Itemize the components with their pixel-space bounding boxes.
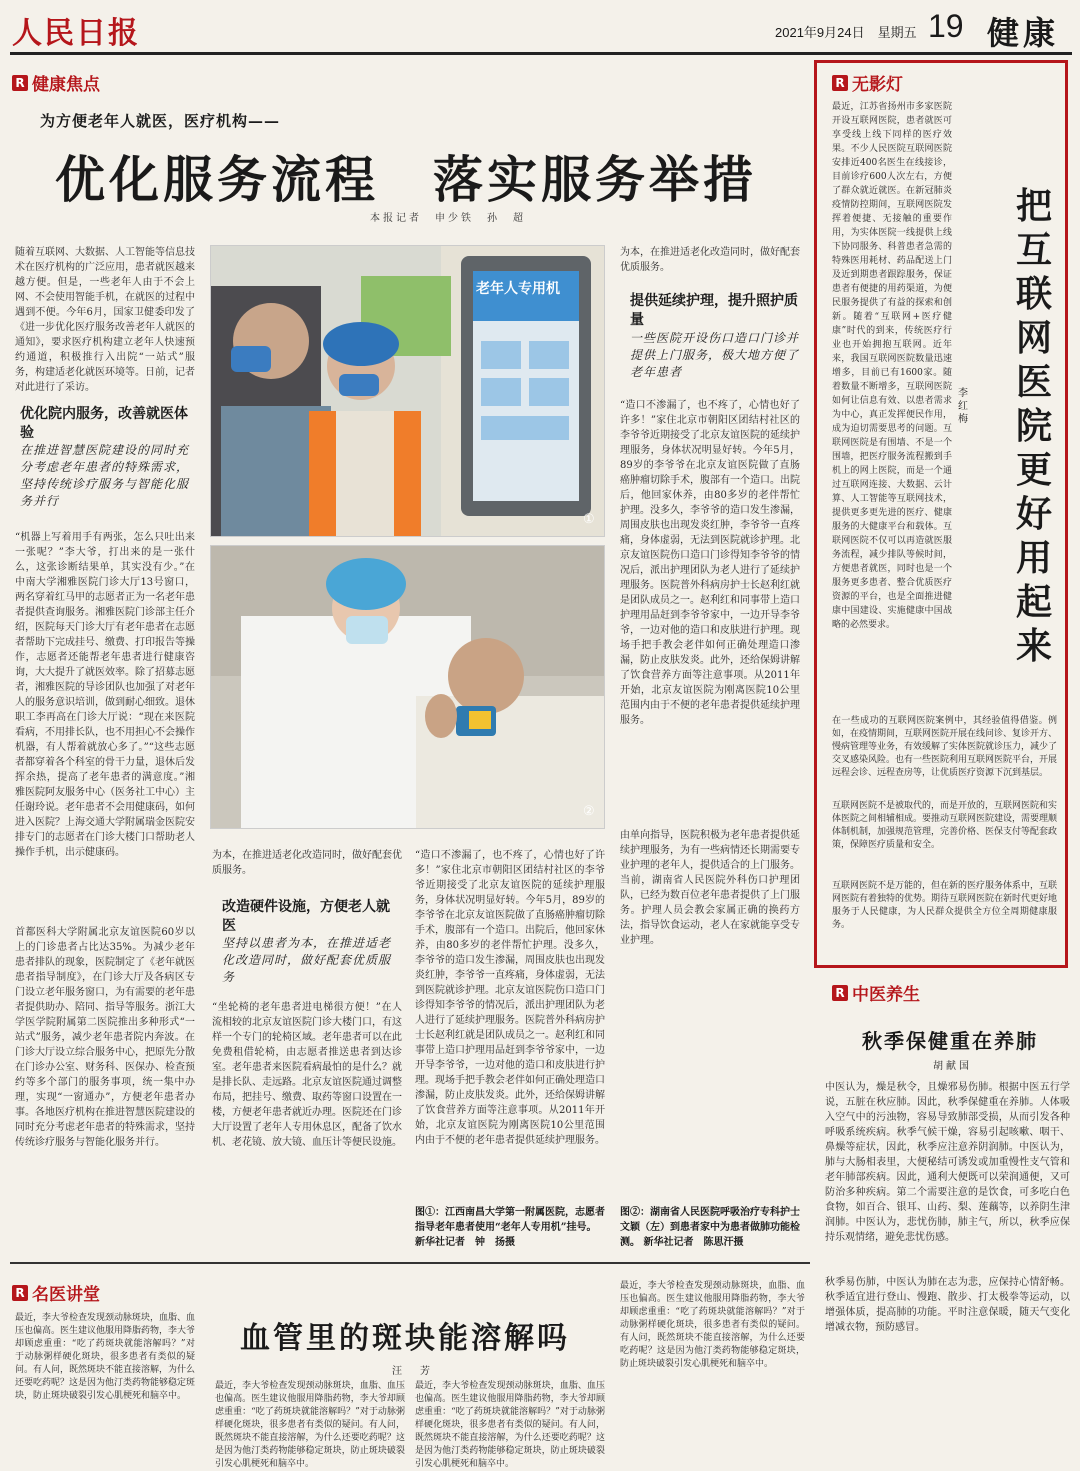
- page-number: 19: [928, 8, 964, 44]
- opinion-body-4: 互联网医院不是万能的，但在新的医疗服务体系中，互联网医院有着独特的优势。期待互联网医院在新时代更好地服务于人民健康，为人民群众提供全方位全周期健康服务。: [832, 881, 1058, 930]
- subhead-2-lead: 一些医院开设伤口造口门诊并提供上门服务，极大地方便了老年患者: [630, 331, 800, 379]
- subhead-3: 改造硬件设施，方便老人就医: [222, 899, 390, 934]
- section-badge-icon: R: [832, 985, 848, 1001]
- doctor-body: 最近，李大爷检查发现颈动脉斑块，血脂、血压也偏高。医生建议他服用降脂药物，李大爷却顾虑重重：“吃了药斑块就能溶解吗？”对于动脉粥样硬化斑块，很多患者有类似的疑问。有人问，既然斑块不能直接溶解，为什么还要吃药呢？这是因为他汀类药物能够稳定斑块，防止斑块破裂引发心肌梗死和脑卒中。: [15, 1313, 196, 1401]
- article-byline: 本报记者 申少铁 孙 超: [370, 213, 526, 224]
- col2b-body: “坐轮椅的老年患者进电梯很方便！”在人流相较的北京友谊医院门诊大楼门口，有这样一个专门的轮椅区域。老年患者可以在此免费租借轮椅，由志愿者推送患者到达诊室。老年患者来医院看病最怕的是什么？就是排长队、走远路。北京友谊医院通过调整布局，把挂号、缴费、取药等窗口设置在一楼，方便老年患者就近办理。医院还在门诊大厅设置了老年人专用休息区，配备了饮水机、老花镜、放大镜、血压计等便民设施。: [212, 1002, 402, 1148]
- issue-date: 2021年9月24日 星期五: [775, 25, 917, 40]
- photo-1-caption: 图①：江西南昌大学第一附属医院，志愿者指导老年患者使用“老年人专用机”挂号。 新华社记者 钟 扬摄: [415, 1207, 605, 1248]
- opinion-title: 把互联网医院更好用起来: [1015, 186, 1052, 667]
- subhead-1-lead: 在推进智慧医院建设的同时充分考虑老年患者的特殊需求，坚持传统诊疗服务与智能化服务并行: [20, 443, 190, 508]
- tcm-author: 胡献国: [933, 1061, 972, 1072]
- col1b-body: 首都医科大学附属北京友谊医院60岁以上的门诊患者占比达35%。为减少老年患者排队的现象，医院制定了《老年就医患者指导制度》，在门诊大厅及各病区专门设立老年服务窗口，为有需要的老年患者提供助办、陪同、指导等服务。浙江大学医学院附属第二医院推出多种形式“一站式”服务，减少老年患者院内奔波。在门诊大厅设立综合服务中心，把原先分散在门诊办公室、财务科、医保办、检查预约等多个部门的服务事项，统一集中办理，实现“一窗通办”，方便老年患者办事。各地医疗机构在推进智慧医院建设的同时充分考虑老年患者的特殊需求，坚持传统诊疗服务与智能化服务并行。: [15, 927, 195, 1148]
- opinion-body-3: 互联网医院不是被取代的，而是开放的，互联网医院和实体医院之间相辅相成。要推动互联网医院建设，需要理顺体制机制，加强规范管理，完善价格、医保支付等配套政策，保障医疗质量和安全。: [832, 801, 1058, 850]
- col3-body: “造口不渗漏了，也不疼了，心情也好了许多！”家住北京市朝阳区团结村社区的李爷爷近期接受了北京友谊医院的延续护理服务，身体状况明显好转。今年5月，89岁的李爷爷在北京友谊医院做了直肠癌肿瘤切除手术，腹部有一个造口。出院后，他回家休养，由80多岁的老伴帮忙护理。没多久，李爷爷的造口发生渗漏，周围皮肤也出现发炎红肿，李爷爷一直疼痛，身体虚弱，无法到医院就诊护理。北京友谊医院伤口造口门诊得知李爷爷的情况后，派出护理团队为老人进行了延续护理服务。医院普外科病房护士长赵利红就是团队成员之一。赵利红和同事带上造口护理用品赶到李爷爷家中，一边开导李爷爷，一边对他的造口和皮肤进行护理。现场手把手教会老伴如何正确处理造口渗漏，防止皮肤发炎。此外，还给保姆讲解了饮食营养方面等注意事项。从2011年开始，北京友谊医院为刚离医院10公里范围内由于不便的老年患者提供延续护理服务。: [620, 400, 800, 726]
- tcm-section-header: [832, 980, 920, 1005]
- tcm-body-2: 秋季易伤肺，中医认为肺在志为悲，应保持心情舒畅。秋季适宜进行登山、慢跑、散步、打太极拳等运动，以增强体质，提高肺的功能。平时注意保暖，随天气变化增减衣物，预防感冒。: [825, 1277, 1070, 1333]
- subhead-3-lead: 坚持以患者为本，在推进适老化改造同时，做好配套优质服务: [222, 936, 392, 984]
- opinion-body: 最近，江苏省扬州市多家医院开设互联网医院，患者就医可享受线上线下同样的医疗效果。不少人民医院互联网医院安排近400名医生在线接诊，目前诊疗600人次左右，方便了群众就近就医。在新冠肺炎疫情防控期间，互联网医院发挥着便捷、无接触的重要作用，为实体医院一线提供上线下协同服务、科普患者急需的特殊医用耗材、药品配送上门及近到期患者跟踪服务，保证患者有便捷的用药渠道，为便民服务提供了有益的探索和创新。随着“互联网+医疗健康”时代的到来，传统医疗行业也开始拥抱互联网。近年来，我国互联网医院数量迅速增多，目前已有1600家。随着数量不断增多，互联网医院如何让信息有效、以患者需求为中心，真正发挥便民作用，成为迫切需要思考的问题。互联网医院是有围墙、不是一个围墙，把医疗服务流程搬到手机上的网上医院，而是一个通过互联网连接、大数据、云计算、人工智能等互联网技术，提供更多更先进的医疗、健康服务的大健康平台和载体。互联网医院不仅可以再造就医服务流程，减少排队等候时间，方便患者就医，同时也是一个服务更多患者、整合优质医疗资源的平台，也是全面推进健康中国建设、实施健康中国战略的必然要求。: [832, 102, 952, 630]
- focus-section-header: [12, 70, 100, 95]
- section-badge-icon: R: [832, 75, 848, 91]
- col3c-body: “造口不渗漏了，也不疼了，心情也好了许多！”家住北京市朝阳区团结村社区的李爷爷近期接受了北京友谊医院的延续护理服务，身体状况明显好转。今年5月，89岁的李爷爷在北京友谊医院做了直肠癌肿瘤切除手术，腹部有一个造口。出院后，他回家休养，由80多岁的老伴帮忙护理。没多久，李爷爷的造口发生渗漏，周围皮肤也出现发炎红肿，李爷爷一直疼痛，身体虚弱，无法到医院就诊护理。北京友谊医院伤口造口门诊得知李爷爷的情况后，派出护理团队为老人进行了延续护理服务。医院普外科病房护士长赵利红就是团队成员之一。赵利红和同事带上造口护理用品赶到李爷爷家中，一边开导李爷爷，一边对他的造口和皮肤进行护理。现场手把手教会老伴如何正确处理造口渗漏，防止皮肤发炎。此外，还给保姆讲解了饮食营养方面等注意事项。从2011年开始，北京友谊医院为刚离医院10公里范围内由于不便的老年患者提供延续护理服务。: [415, 850, 605, 1146]
- doctor-body-2: 最近，李大爷检查发现颈动脉斑块，血脂、血压也偏高。医生建议他服用降脂药物，李大爷却顾虑重重：“吃了药斑块就能溶解吗？”对于动脉粥样硬化斑块，很多患者有类似的疑问。有人问，既然斑块不能直接溶解，为什么还要吃药呢？这是因为他汀类药物能够稳定斑块，防止斑块破裂引发心肌梗死和脑卒中。: [215, 1381, 405, 1469]
- doctor-headline: 血管里的斑块能溶解吗: [240, 1321, 570, 1356]
- col3b-body: 由单向指导，医院积极为老年患者提供延续护理服务，为有一些病情还长期需要专业护理的老年人，提供适合的上门服务。当前，湖南省人民医院外科伤口护理团队，已经为数百位老年患者提供了上门服务。护理人员会教会家属正确的换药方法，指导饮食运动，老人在家就能享受专业护理。: [620, 830, 800, 946]
- section-name: 健康: [987, 14, 1060, 52]
- bottom-rule: [10, 1262, 810, 1264]
- newspaper-logo: 人民日报: [12, 16, 140, 51]
- focus-section-label: 健康焦点: [32, 75, 100, 95]
- doctor-body-3: 最近，李大爷检查发现颈动脉斑块，血脂、血压也偏高。医生建议他服用降脂药物，李大爷却顾虑重重：“吃了药斑块就能溶解吗？”对于动脉粥样硬化斑块，很多患者有类似的疑问。有人问，既然斑块不能直接溶解，为什么还要吃药呢？这是因为他汀类药物能够稳定斑块，防止斑块破裂引发心肌梗死和脑卒中。: [415, 1381, 605, 1469]
- article-headline: 优化服务流程 落实服务举措: [55, 151, 757, 209]
- subhead-2: 提供延续护理，提升照护质量: [630, 293, 798, 328]
- section-badge-icon: R: [12, 1285, 28, 1301]
- photo-2-number: ②: [583, 804, 595, 819]
- tcm-body: 中医认为，燥是秋令，且燥邪易伤肺。根据中医五行学说，五脏在秋应肺。因此，秋季保健重在养肺。人体吸入空气中的污浊物，容易导致肺部受损，从而引发各种呼吸系统疾病。秋季气候干燥，容易引起咳嗽、咽干、鼻燥等症状，因此，秋季应注意养阴润肺。中医认为，肺与大肠相表里，大便秘结可诱发或加重慢性支气管和老年肺部疾病。因此，通利大便既可以荣润通便，又可防治多种疾病。第二个需要注意的是饮食，可多吃白色食物，如百合、银耳、山药、梨、莲藕等，以养阴生津润肺。中医认为，悲忧伤肺，肺主气，所以，秋季应保持乐观情绪，避免悲忧伤感。: [825, 1082, 1070, 1243]
- doctor-body-4: 最近，李大爷检查发现颈动脉斑块，血脂、血压也偏高。医生建议他服用降脂药物，李大爷却顾虑重重：“吃了药斑块就能溶解吗？”对于动脉粥样硬化斑块，很多患者有类似的疑问。有人问，既然斑块不能直接溶解，为什么还要吃药呢？这是因为他汀类药物能够稳定斑块，防止斑块破裂引发心肌梗死和脑卒中。: [620, 1281, 805, 1369]
- opinion-body-2: 在一些成功的互联网医院案例中，其经验值得借鉴。例如，在疫情期间，互联网医院开展在线问诊、复诊开方、慢病管理等业务，有效缓解了实体医院就诊压力，减少了交叉感染风险。也有一些医院利用互联网医院平台，开展远程会诊、远程查房等，让优质医疗资源下沉到基层。: [832, 716, 1058, 778]
- opinion-author: 李红梅: [958, 388, 968, 425]
- opinion-section-header: [832, 70, 903, 95]
- top-rule: [10, 52, 1072, 55]
- photo-2-image: [211, 546, 604, 828]
- doctor-section-header: [12, 1280, 100, 1305]
- col2-body: 为本，在推进适老化改造同时，做好配套优质服务。: [620, 247, 800, 273]
- tcm-section-label: 中医养生: [852, 985, 920, 1005]
- photo-1-number: ①: [583, 512, 595, 527]
- intro-paragraph: 随着互联网、大数据、人工智能等信息技术在医疗机构的广泛应用，患者就医越来越方便。但是，一些老年人由于不会上网、不会使用智能手机，在就医的过程中遇到不便。今年6月，国家卫健委印发了《进一步优化医疗服务改善老年人就医的通知》，要求医疗机构建立老年人快速预约通道，积极推行入出院“一站式”服务，构建适老化就医环境等。日前，记者对此进行了采访。: [15, 247, 195, 393]
- screen-label: 老年人专用机: [476, 281, 560, 297]
- section-badge-icon: R: [12, 75, 28, 91]
- photo-2: [210, 545, 605, 829]
- photo-2-caption: 图②：湖南省人民医院呼吸治疗专科护士文颖（左）到患者家中为患者做肺功能检测。 新华社记者 陈思汗摄: [620, 1207, 800, 1248]
- subhead-1: 优化院内服务，改善就医体验: [20, 406, 188, 441]
- col2-lower-top: 为本，在推进适老化改造同时，做好配套优质服务。: [212, 850, 402, 876]
- photo-1: [210, 245, 605, 537]
- doctor-section-label: 名医讲堂: [32, 1285, 100, 1305]
- article-subtitle: 为方便老年人就医，医疗机构——: [40, 112, 281, 130]
- col1-body: “机器上写着用手有两张，怎么只吐出来一张呢？”李大爷，打出来的是一张什么，这张诊断结果单，其实没有少。”在中南大学湘雅医院门诊大厅13号窗口，两名穿着红马甲的志愿者正为一名老年患者提供查询服务。湘雅医院门诊部主任介绍，医院每天门诊大厅有老年患者在志愿者帮助下完成挂号、缴费、打印报告等操作，志愿者还能帮老年患者进行健康咨询，大大提升了就医效率。除了招募志愿者，湘雅医院的导诊团队也加强了对老年人的服务意识培训，做到耐心细致。退休职工李再高在门诊大厅说：“现在来医院看病，不用排长队，也不用担心不会操作机器，有人帮着就放心多了。”“这些志愿者都穿着各个科室的骨干力量，退休后发挥余热，提高了老年患者的满意度。”湘雅医院阿友服务中心（医务社工中心）主任谢玲说。老年患者不会用健康码，如何进入医院？上海交通大学附属瑞金医院安排专门的志愿者在门诊大楼门口帮助老人操作手机，出示健康码。: [15, 532, 195, 858]
- opinion-section-label: 无影灯: [852, 75, 903, 95]
- tcm-headline: 秋季保健重在养肺: [862, 1029, 1038, 1053]
- doctor-author: 汪 芳: [392, 1366, 434, 1377]
